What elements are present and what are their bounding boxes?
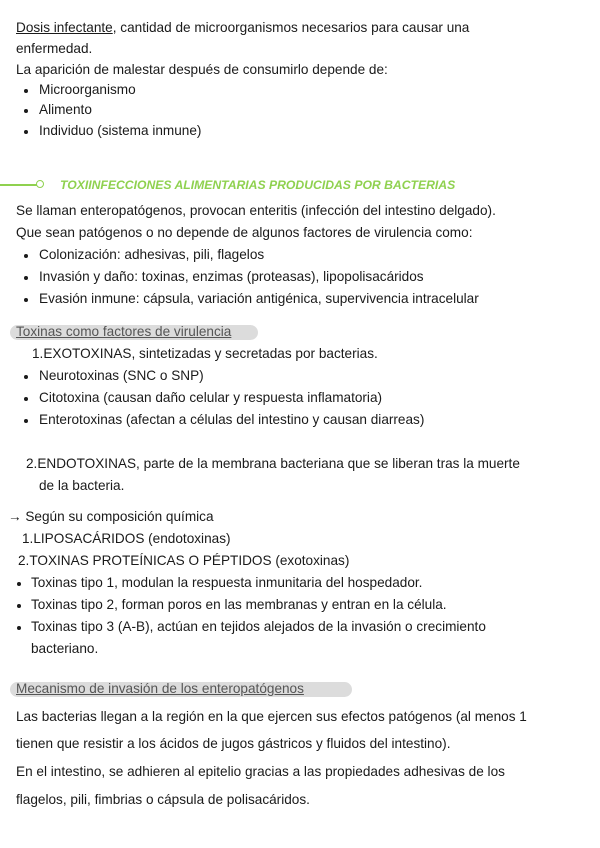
entero-line-2: Que sean patógenos o no depende de algunos factores de virulencia como: — [16, 225, 473, 240]
dosis-definition: , cantidad de microorganismos necesarios para causar una — [112, 20, 470, 35]
list-item: Enterotoxinas (afectan a células del intestino y causan diarreas) — [39, 412, 425, 427]
exotoxinas-line: 1.EXOTOXINAS, sintetizadas y secretadas por bacterias. — [32, 346, 378, 361]
liposacaridos-line: 1.LIPOSACÁRIDOS (endotoxinas) — [22, 531, 231, 546]
mecanismo-heading: Mecanismo de invasión de los enteropatógenos — [16, 681, 304, 696]
bullet-dot — [24, 109, 28, 113]
bullet-dot — [17, 626, 21, 630]
intro-line-2: enfermedad. — [16, 41, 93, 56]
list-item: Individuo (sistema inmune) — [39, 123, 202, 138]
bullet-dot — [24, 419, 28, 423]
list-item: Colonización: adhesivas, pili, flagelos — [39, 247, 265, 262]
list-item: Citotoxina (causan daño celular y respuesta inflamatoria) — [39, 390, 383, 405]
list-item: Invasión y daño: toxinas, enzimas (proteasas), lipopolisacáridos — [39, 269, 424, 284]
endotoxinas-line-1: 2.ENDOTOXINAS, parte de la membrana bacteriana que se liberan tras la muerte — [26, 456, 520, 471]
mecanismo-p2-line-2: flagelos, pili, fimbrias o cápsula de polisacáridos. — [16, 792, 310, 807]
list-item-continuation: bacteriano. — [31, 641, 99, 656]
intro-line-1 — [16, 18, 469, 38]
proteinicas-line: 2.TOXINAS PROTEÍNICAS O PÉPTIDOS (exotoxinas) — [18, 553, 350, 568]
list-item: Evasión inmune: cápsula, variación antigénica, supervivencia intracelular — [39, 291, 479, 306]
endotoxinas-line-2: de la bacteria. — [39, 478, 125, 493]
bullet-dot — [24, 298, 28, 302]
dosis-term: Dosis infectante — [16, 20, 113, 35]
bullet-dot — [24, 375, 28, 379]
list-item: Toxinas tipo 1, modulan la respuesta inmunitaria del hospedador. — [31, 575, 423, 590]
composicion-heading: → Según su composición química — [8, 509, 214, 524]
list-item: Toxinas tipo 2, forman poros en las membranas y entran en la célula. — [31, 597, 447, 612]
list-item: Microorganismo — [39, 82, 136, 97]
mecanismo-p1-line-2: tienen que resistir a los ácidos de jugos gástricos y fluidos del intestino). — [16, 736, 451, 751]
mecanismo-p1-line-1: Las bacterias llegan a la región en la que ejercen sus efectos patógenos (al menos 1 — [16, 709, 527, 724]
bullet-dot — [17, 604, 21, 608]
list-item: Neurotoxinas (SNC o SNP) — [39, 368, 204, 383]
list-item: Toxinas tipo 3 (A-B), actúan en tejidos alejados de la invasión o crecimiento — [31, 619, 486, 634]
intro-depends: La aparición de malestar después de consumirlo depende de: — [16, 62, 388, 77]
bullet-dot — [24, 130, 28, 134]
entero-line-1: Se llaman enteropatógenos, provocan enteritis (infección del intestino delgado). — [16, 203, 496, 218]
bullet-dot — [24, 397, 28, 401]
section-marker-icon — [36, 180, 44, 188]
bullet-dot — [24, 276, 28, 280]
bullet-dot — [24, 254, 28, 258]
bullet-dot — [17, 582, 21, 586]
section-rule — [0, 184, 38, 186]
bullet-dot — [24, 89, 28, 93]
toxinas-heading: Toxinas como factores de virulencia — [16, 324, 232, 339]
mecanismo-p2-line-1: En el intestino, se adhieren al epitelio gracias a las propiedades adhesivas de los — [16, 764, 505, 779]
list-item: Alimento — [39, 102, 92, 117]
section-title: TOXIINFECCIONES ALIMENTARIAS PRODUCIDAS POR BACTERIAS — [60, 178, 456, 192]
